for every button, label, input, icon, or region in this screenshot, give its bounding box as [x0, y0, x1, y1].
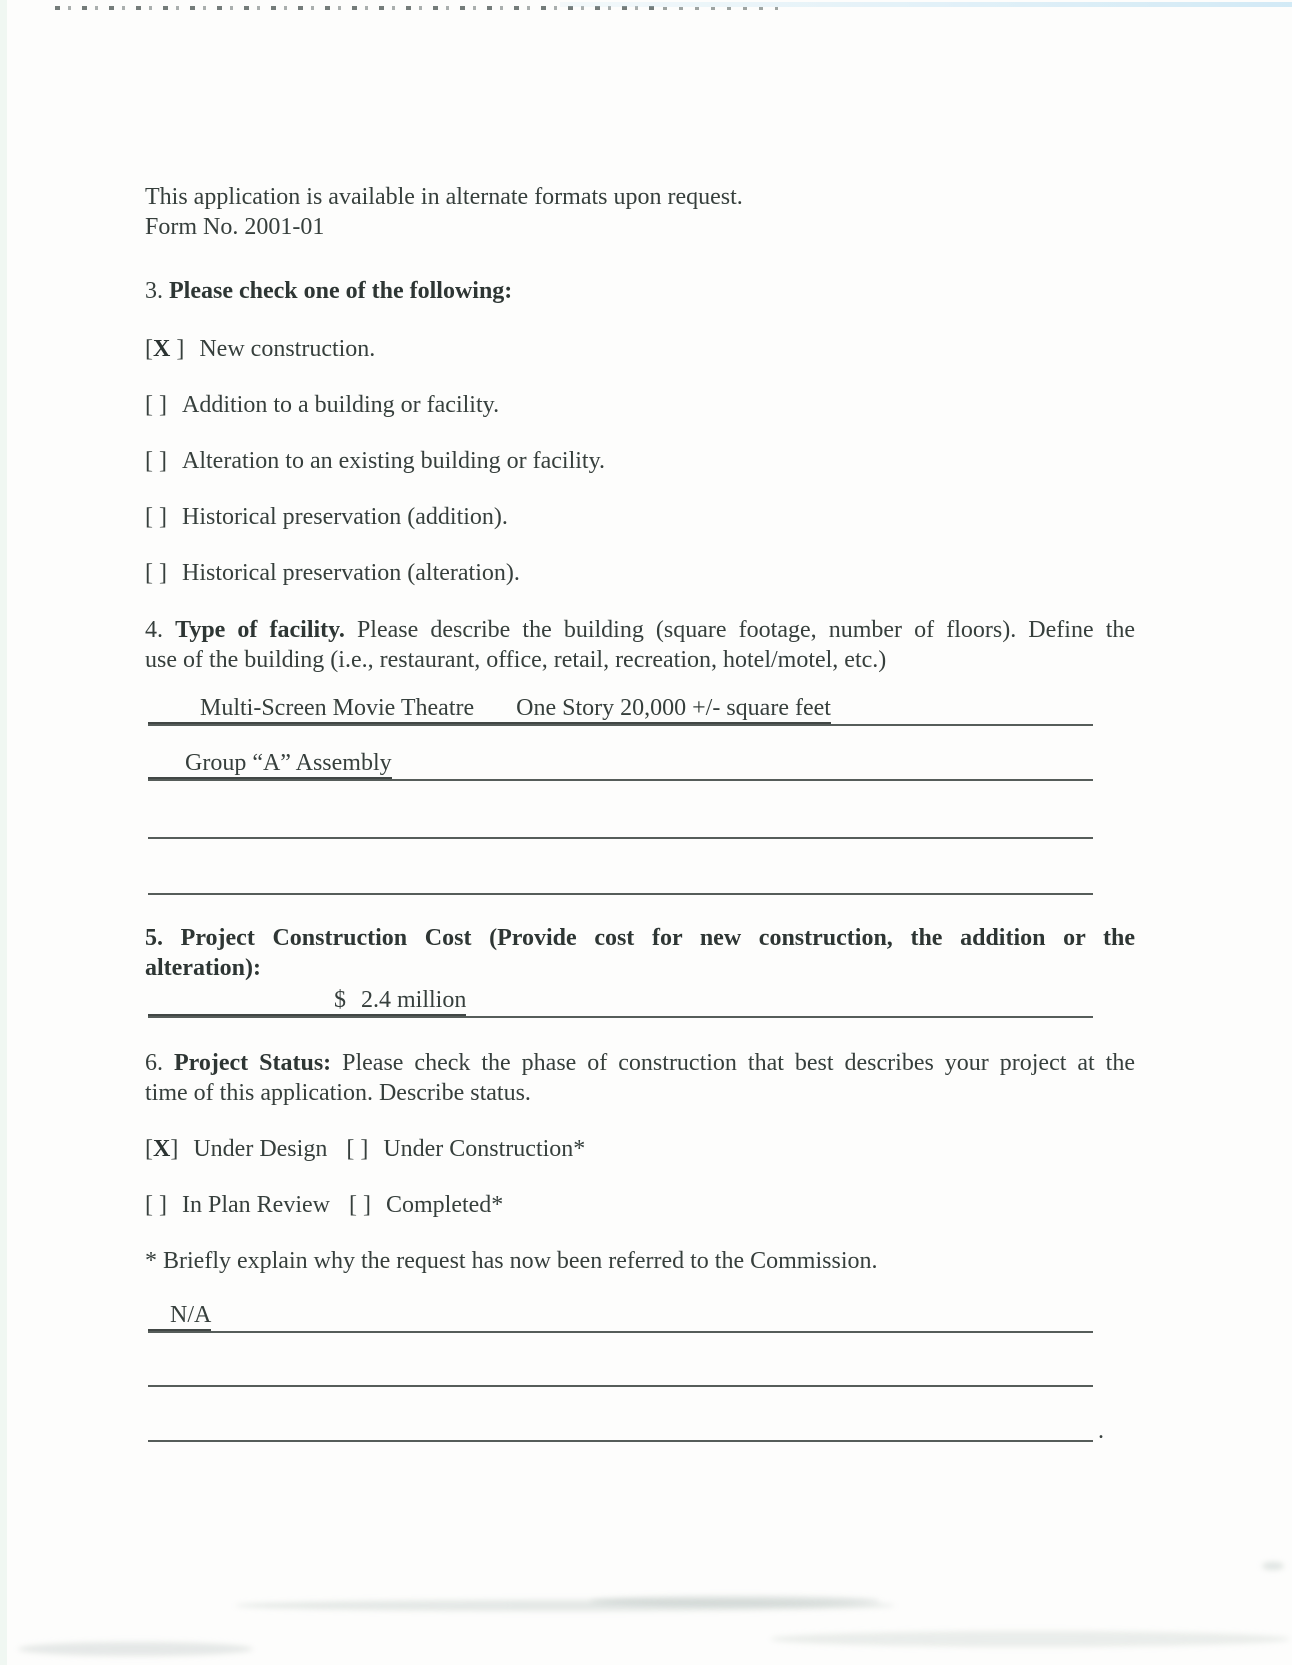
alternate-format-note: This application is available in alternate formats upon request. [145, 184, 743, 210]
checkbox-completed[interactable]: [ ] [348, 1192, 371, 1218]
status-explanation-answer: N/A [148, 1302, 211, 1331]
checkbox-x-mark: X [153, 336, 177, 362]
section6-paragraph [145, 1048, 1135, 1108]
facility-answer-line-2[interactable] [148, 748, 1093, 781]
status-explanation-line-1[interactable] [148, 1300, 1093, 1333]
checkbox-label: Under Design [193, 1136, 328, 1162]
scan-artifact-bottom-smudge [235, 1600, 895, 1611]
status-checkbox-row-2 [145, 1190, 1135, 1220]
checkbox-addition[interactable]: [ ] [145, 392, 167, 418]
section4-title: Type of facility. [175, 617, 345, 643]
facility-answer-line-4-blank[interactable] [148, 862, 1093, 895]
section3-number: 3. [145, 278, 163, 304]
checkbox-under-design[interactable]: [X] [145, 1136, 179, 1162]
checkbox-option-historical-alteration[interactable] [145, 558, 1135, 588]
section6-number: 6. [145, 1050, 163, 1076]
checkbox-historical-addition[interactable]: [ ] [145, 504, 167, 530]
section3-title: Please check one of the following: [169, 278, 513, 304]
scan-artifact-bottom-smudge [18, 1642, 253, 1656]
section6-body: time of this application. Describe status. [145, 1080, 531, 1106]
section4-paragraph [145, 615, 1135, 675]
section4-heading: 4. Type of facility. Please describe the building (square footage, number of floors). Define the [145, 617, 1136, 643]
checkbox-option-historical-addition[interactable] [145, 502, 1135, 532]
scan-artifact-bottom-smudge [590, 1596, 880, 1606]
checkbox-new-construction[interactable]: [X ] [145, 336, 185, 362]
section4-number: 4. [145, 617, 163, 643]
checkbox-in-plan-review[interactable]: [ ] [145, 1192, 167, 1218]
checkbox-label: Historical preservation (addition). [182, 504, 508, 530]
scan-artifact-bottom-smudge [770, 1631, 1290, 1647]
section4-body: use of the building (i.e., restaurant, office, retail, recreation, hotel/motel, etc.) [145, 647, 887, 673]
checkbox-x-mark: X [153, 1136, 171, 1162]
checkbox-under-construction[interactable]: [ ] [346, 1136, 369, 1162]
construction-cost-answer-line[interactable] [148, 985, 1093, 1018]
scan-artifact-edge-smudge [1262, 1562, 1284, 1570]
section5-heading: 5. Project Construction Cost (Provide cost for new construction, the addition or the [145, 925, 1135, 951]
section6-title: Project Status: [173, 1050, 332, 1076]
checkbox-option-addition[interactable] [145, 390, 1135, 420]
checkbox-option-new-construction[interactable] [145, 334, 1135, 364]
checkbox-label: Addition to a building or facility. [182, 392, 500, 418]
checkbox-label: Under Construction* [383, 1136, 586, 1162]
status-footnote: * Briefly explain why the request has now been referred to the Commission. [145, 1248, 878, 1274]
section6-heading: 6. Project Status: Please check the phase of construction that best describes your project at the [145, 1050, 1136, 1076]
checkbox-label: New construction. [199, 336, 376, 362]
checkbox-label: Alteration to an existing building or facility. [182, 448, 606, 474]
facility-answer-line-3-blank[interactable] [148, 806, 1093, 839]
status-explanation-line-2-blank[interactable] [148, 1354, 1093, 1387]
status-checkbox-row-1 [145, 1134, 1135, 1164]
status-explanation-row-3 [145, 1409, 1135, 1442]
checkbox-option-alteration[interactable] [145, 446, 1135, 476]
section5-heading-cont: alteration): [145, 955, 261, 981]
status-explanation-line-3-blank[interactable] [148, 1409, 1093, 1442]
checkbox-alteration[interactable]: [ ] [145, 448, 167, 474]
checkbox-label: Completed* [385, 1192, 504, 1218]
checkbox-historical-alteration[interactable]: [ ] [145, 560, 167, 586]
construction-cost-answer: $ 2.4 million [148, 987, 466, 1016]
section5-paragraph [145, 923, 1135, 983]
checkbox-label: Historical preservation (alteration). [182, 560, 520, 586]
stray-period-mark: . [1098, 1418, 1104, 1444]
facility-answer-text: Multi-Screen Movie Theatre One Story 20,000 +/- square feet [148, 695, 831, 724]
section5-number: 5. [145, 925, 163, 951]
form-number: Form No. 2001-01 [145, 214, 325, 240]
checkbox-label: In Plan Review [182, 1192, 330, 1218]
facility-answer-text: Group “A” Assembly [148, 750, 392, 779]
section3-heading [145, 276, 1135, 306]
facility-answer-line-1[interactable] [148, 693, 1093, 726]
currency-symbol: $ [334, 987, 346, 1013]
